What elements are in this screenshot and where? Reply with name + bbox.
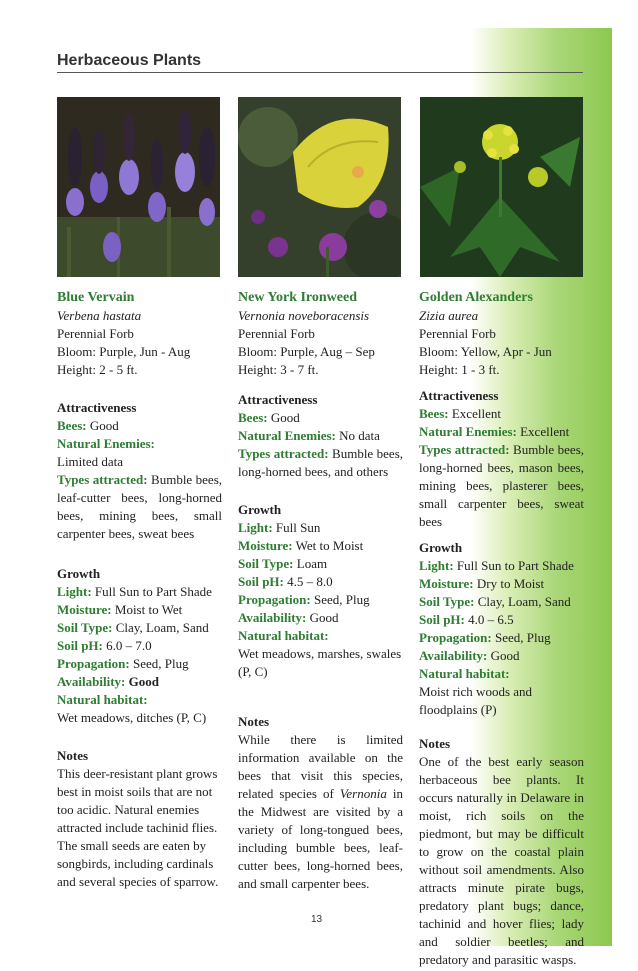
- natural-enemies-value: Limited data: [57, 454, 124, 469]
- bees-value: Excellent: [451, 406, 501, 421]
- types-attracted-label: Types attracted:: [238, 446, 329, 461]
- blue-vervain-photo: [57, 97, 220, 277]
- soil-ph-label: Soil pH:: [238, 574, 284, 589]
- light-value: Full Sun: [275, 520, 321, 535]
- common-name: New York Ironweed: [238, 290, 357, 305]
- soil-type-value: Clay, Loam, Sand: [477, 594, 571, 609]
- scientific-name: Zizia aurea: [419, 308, 479, 323]
- types-attracted-label: Types attracted:: [57, 472, 148, 487]
- attractiveness-heading: Attractiveness: [57, 400, 137, 415]
- moisture-value: Wet to Moist: [295, 538, 364, 553]
- common-name: Blue Vervain: [57, 290, 135, 305]
- light-value: Full Sun to Part Shade: [94, 584, 212, 599]
- types-attracted-value: Bumble bees, leaf-cutter bees, long-horned bees, mining bees, small carpenter bees, sweat bees: [57, 472, 222, 541]
- moisture-label: Moisture:: [57, 602, 112, 617]
- bees-label: Bees:: [57, 418, 87, 433]
- propagation-value: Seed, Plug: [494, 630, 551, 645]
- types-attracted-value: Bumble bees, long-horned bees, mason bees, mining bees, plasterer bees, small carpenter bees, sweat bees: [419, 442, 584, 529]
- bloom-info: Bloom: Purple, Aug – Sep: [238, 344, 375, 359]
- propagation-value: Seed, Plug: [132, 656, 189, 671]
- notes-text: One of the best early season herbaceous bee plants. It occurs naturally in Delaware in moist, rich soils on the piedmont, but may be difficult to grow on the coastal plain without soil amendments. Also attracts minute pirate bugs, predatory plant bugs; dance, tachinid and hover flies; lady and soldier beetles; and predatory and parasitic wasps.: [419, 754, 584, 967]
- plant-type: Perennial Forb: [419, 326, 496, 341]
- notes-heading: Notes: [419, 736, 451, 751]
- soil-type-value: Loam: [296, 556, 328, 571]
- natural-enemies-value: Excellent: [520, 424, 570, 439]
- moisture-label: Moisture:: [419, 576, 474, 591]
- moisture-label: Moisture:: [238, 538, 293, 553]
- plant-column-ironweed: [238, 289, 403, 893]
- height-info: Height: 2 - 5 ft.: [57, 362, 138, 377]
- moisture-value: Moist to Wet: [114, 602, 183, 617]
- attractiveness-heading: Attractiveness: [419, 388, 499, 403]
- common-name: Golden Alexanders: [419, 290, 533, 305]
- soil-ph-label: Soil pH:: [419, 612, 465, 627]
- notes-text: This deer-resistant plant grows best in moist soils that are not too acidic. Natural enemies attracted include tachinid flies. The small seeds are eaten by songbirds, including cardinals and several species of sparrow.: [57, 766, 219, 889]
- growth-heading: Growth: [57, 566, 101, 581]
- header-divider: [57, 72, 583, 73]
- propagation-label: Propagation:: [419, 630, 492, 645]
- natural-habitat-value: Wet meadows, ditches (P, C): [57, 710, 207, 725]
- soil-ph-value: 4.0 – 6.5: [468, 612, 514, 627]
- types-attracted-value: Bumble bees, long-horned bees, and others: [238, 446, 403, 479]
- availability-value: Good: [490, 648, 520, 663]
- scientific-name: Vernonia noveboracensis: [238, 308, 370, 323]
- availability-value: Good: [309, 610, 339, 625]
- soil-ph-label: Soil pH:: [57, 638, 103, 653]
- propagation-value: Seed, Plug: [313, 592, 370, 607]
- light-label: Light:: [419, 558, 454, 573]
- propagation-label: Propagation:: [57, 656, 130, 671]
- notes-text: While there is limited information available on the bees that visit this species, related species of Vernonia in the Midwest are visited by a variety of long-tongued bees, including bumble bees, leaf-cutter bees, long-horned bees, and small carpenter bees.: [238, 732, 403, 891]
- scientific-name: Verbena hastata: [57, 308, 142, 323]
- page-number: 13: [311, 914, 323, 925]
- bloom-info: Bloom: Yellow, Apr - Jun: [419, 344, 552, 359]
- natural-habitat-label: Natural habitat:: [238, 628, 329, 643]
- height-info: Height: 1 - 3 ft.: [419, 362, 500, 377]
- plant-type: Perennial Forb: [57, 326, 134, 341]
- page-header: [57, 52, 583, 70]
- page-title: Herbaceous Plants: [57, 52, 202, 69]
- availability-label: Availability:: [238, 610, 307, 625]
- golden-alexanders-photo: [420, 97, 583, 277]
- attractiveness-heading: Attractiveness: [238, 392, 318, 407]
- light-label: Light:: [57, 584, 92, 599]
- bees-label: Bees:: [238, 410, 268, 425]
- availability-value: Good: [128, 674, 159, 689]
- bees-value: Good: [270, 410, 300, 425]
- bloom-info: Bloom: Purple, Jun - Aug: [57, 344, 191, 359]
- height-info: Height: 3 - 7 ft.: [238, 362, 319, 377]
- plant-type: Perennial Forb: [238, 326, 315, 341]
- availability-label: Availability:: [57, 674, 126, 689]
- plant-column-blue-vervain: [57, 289, 222, 891]
- natural-enemies-value: No data: [339, 428, 380, 443]
- moisture-value: Dry to Moist: [476, 576, 545, 591]
- natural-habitat-value: Wet meadows, marshes, swales (P, C): [238, 646, 402, 679]
- natural-habitat-label: Natural habitat:: [419, 666, 510, 681]
- light-label: Light:: [238, 520, 273, 535]
- soil-ph-value: 6.0 – 7.0: [106, 638, 152, 653]
- natural-enemies-label: Natural Enemies:: [57, 436, 155, 451]
- soil-ph-value: 4.5 – 8.0: [287, 574, 333, 589]
- soil-type-value: Clay, Loam, Sand: [115, 620, 209, 635]
- soil-type-label: Soil Type:: [57, 620, 113, 635]
- propagation-label: Propagation:: [238, 592, 311, 607]
- growth-heading: Growth: [238, 502, 282, 517]
- light-value: Full Sun to Part Shade: [456, 558, 574, 573]
- soil-type-label: Soil Type:: [419, 594, 475, 609]
- types-attracted-label: Types attracted:: [419, 442, 510, 457]
- plant-column-golden-alexanders: [419, 289, 584, 969]
- bees-label: Bees:: [419, 406, 449, 421]
- notes-heading: Notes: [57, 748, 89, 763]
- ironweed-photo: [238, 97, 401, 277]
- notes-heading: Notes: [238, 714, 270, 729]
- bees-value: Good: [89, 418, 119, 433]
- natural-enemies-label: Natural Enemies:: [238, 428, 336, 443]
- natural-habitat-value: Moist rich woods and floodplains (P): [419, 684, 533, 717]
- natural-habitat-label: Natural habitat:: [57, 692, 148, 707]
- soil-type-label: Soil Type:: [238, 556, 294, 571]
- availability-label: Availability:: [419, 648, 488, 663]
- growth-heading: Growth: [419, 540, 463, 555]
- natural-enemies-label: Natural Enemies:: [419, 424, 517, 439]
